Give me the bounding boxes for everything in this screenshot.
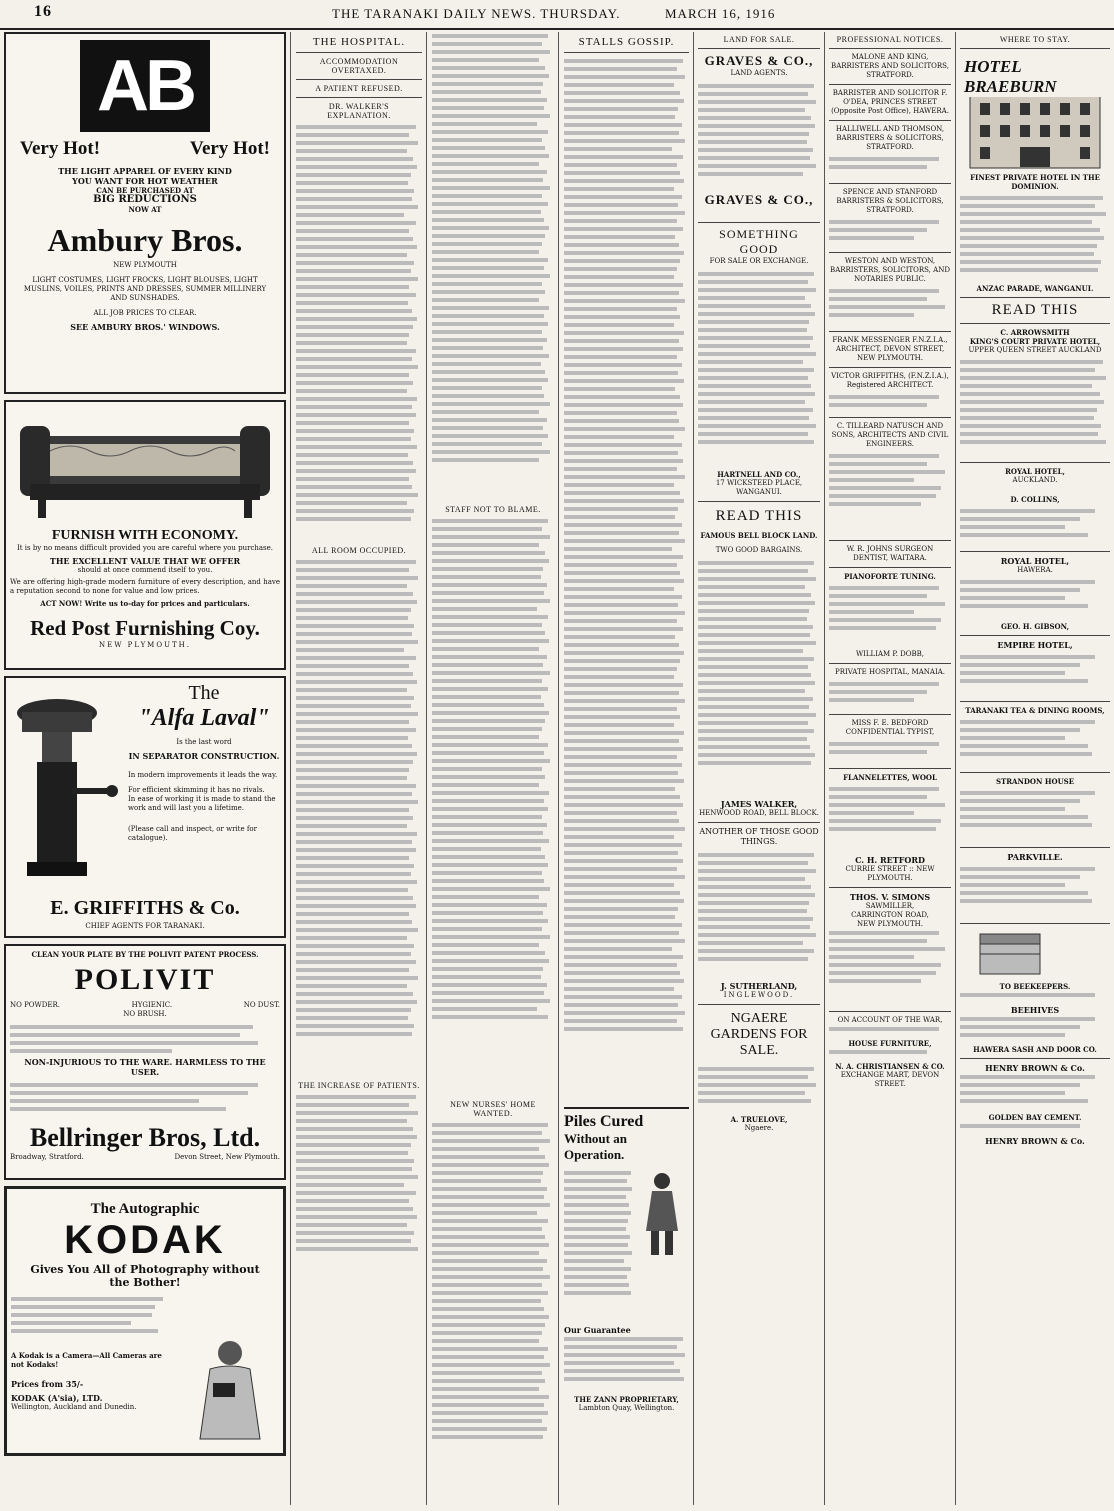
ad-line: It is by no means difficult provided you are careful where you purchase. bbox=[16, 544, 274, 552]
kodak-ad bbox=[4, 1186, 286, 1456]
kodak-place: Wellington, Auckland and Dunedin. bbox=[11, 1403, 137, 1411]
war-line: ON ACCOUNT OF THE WAR, bbox=[837, 1016, 943, 1024]
notice-body bbox=[829, 584, 951, 650]
bell-body bbox=[698, 559, 820, 799]
parkville: PARKVILLE. bbox=[1007, 852, 1063, 862]
bellringer-right: Devon Street, New Plymouth. bbox=[174, 1153, 280, 1161]
read-this: READ THIS bbox=[715, 508, 803, 524]
hartnell-name: HARTNELL AND CO., bbox=[717, 470, 801, 479]
braeburn-anzac: ANZAC PARADE, WANGANUI. bbox=[976, 284, 1094, 293]
another-body bbox=[698, 851, 820, 981]
article-subhead: THE INCREASE OF PATIENTS. bbox=[298, 1081, 420, 1090]
polivit-body2 bbox=[10, 1081, 280, 1119]
ad-line: IN SEPARATOR CONSTRUCTION. bbox=[128, 751, 280, 761]
article-body bbox=[564, 57, 689, 1107]
bellringer-name: Bellringer Bros, Ltd. bbox=[29, 1123, 261, 1152]
simons-l: NEW PLYMOUTH. bbox=[857, 920, 923, 928]
article-subhead: NEW NURSES' HOME WANTED. bbox=[450, 1100, 536, 1118]
polivit-top: CLEAN YOUR PLATE BY THE POLIVIT PATENT PROCESS. bbox=[31, 950, 259, 959]
article-body bbox=[296, 1093, 422, 1293]
notice-body bbox=[829, 1048, 951, 1062]
polivit-body bbox=[10, 1023, 280, 1053]
notice-body bbox=[829, 452, 951, 536]
simons-l: SAWMILLER, bbox=[865, 902, 915, 910]
notice: WILLIAM P. DOBB, bbox=[855, 650, 925, 658]
strandon-body bbox=[960, 789, 1110, 843]
something-good: SOMETHING GOOD bbox=[719, 227, 799, 256]
stalls-gossip-article bbox=[564, 32, 689, 1505]
notice: MISS F. E. BEDFORD CONFIDENTIAL TYPIST, bbox=[845, 719, 935, 736]
kodak-body bbox=[11, 1295, 171, 1345]
polivit-name: POLIVIT bbox=[74, 963, 216, 996]
sofa-illustration bbox=[10, 406, 280, 524]
retford-addr: CURRIE STREET :: NEW PLYMOUTH. bbox=[845, 865, 935, 882]
kodak-name: KODAK bbox=[64, 1218, 226, 1262]
ambury-ad bbox=[4, 32, 286, 394]
column-rule bbox=[426, 32, 427, 1505]
ambury-see: SEE AMBURY BROS.' WINDOWS. bbox=[70, 322, 220, 332]
figure-illustration bbox=[637, 1169, 687, 1259]
polivit-line: NON-INJURIOUS TO THE WARE. HARMLESS TO THE USER. bbox=[24, 1057, 266, 1077]
auckland: AUCKLAND. bbox=[1012, 476, 1058, 484]
furniture: HOUSE FURNITURE, bbox=[848, 1039, 932, 1048]
braeburn-illustration bbox=[960, 53, 1110, 173]
truelove-name: A. TRUELOVE, bbox=[730, 1115, 788, 1124]
parkville-body bbox=[960, 865, 1110, 919]
simons-l: CARRINGTON ROAD, bbox=[851, 911, 929, 919]
where-to-stay-column bbox=[960, 32, 1110, 1505]
listings-body bbox=[698, 270, 820, 470]
royal-hawera: ROYAL HOTEL, bbox=[1000, 556, 1070, 566]
article-body bbox=[296, 558, 422, 1078]
ad-line: THE EXCELLENT VALUE THAT WE OFFER bbox=[49, 556, 241, 566]
upper-queen: UPPER QUEEN STREET AUCKLAND bbox=[968, 346, 1102, 354]
polivit-b: HYGIENIC. bbox=[131, 1001, 173, 1009]
notice: W. R. JOHNS SURGEON DENTIST, WAITARA. bbox=[846, 545, 934, 562]
ad-line: We are offering high-grade modern furniture of every description, and have a reputation second to none for value and low prices. bbox=[10, 578, 280, 595]
notice-body bbox=[829, 740, 951, 764]
kodak-l2: Gives You All of Photography without the Bother! bbox=[30, 1263, 260, 1289]
section-head: WHERE TO STAY. bbox=[999, 35, 1071, 44]
ab-logo: AB bbox=[80, 40, 210, 132]
piles-body bbox=[564, 1169, 634, 1319]
alfa-laval-ad bbox=[4, 676, 286, 938]
royal-auckland: ROYAL HOTEL, bbox=[1005, 467, 1065, 476]
beekeepers: TO BEEKEEPERS. bbox=[999, 982, 1071, 991]
notice: VICTOR GRIFFITHS, (F.N.Z.I.A.), Registered ARCHITECT. bbox=[831, 372, 949, 389]
notice-body bbox=[829, 1025, 951, 1039]
article-subhead: A PATIENT REFUSED. bbox=[315, 84, 403, 93]
braeburn-finest: FINEST PRIVATE HOTEL IN THE DOMINION. bbox=[970, 173, 1100, 191]
read-this: READ THIS bbox=[991, 302, 1079, 318]
alfa-name: "Alfa Laval" bbox=[138, 705, 270, 731]
empire-body bbox=[960, 653, 1110, 697]
article-body bbox=[432, 1121, 554, 1501]
bargains: TWO GOOD BARGAINS. bbox=[715, 546, 803, 554]
notice-body bbox=[829, 929, 951, 1007]
notice-body bbox=[829, 287, 951, 327]
notice: SPENCE AND STANFORD BARRISTERS & SOLICITORS, STRATFORD. bbox=[836, 188, 944, 214]
article-title: THE HOSPITAL. bbox=[312, 36, 406, 48]
braeburn-body bbox=[960, 194, 1110, 284]
ad-line: (Please call and inspect, or write for catalogue). bbox=[128, 825, 257, 842]
article-subhead: DR. WALKER'S EXPLANATION. bbox=[327, 102, 391, 120]
land-for-sale-column bbox=[698, 32, 820, 1505]
hot-left: Very Hot! bbox=[20, 138, 101, 159]
graves-name: GRAVES & CO., bbox=[704, 192, 814, 207]
hawera-sash: HAWERA SASH AND DOOR CO. bbox=[973, 1045, 1097, 1054]
gibson: GEO. H. GIBSON, bbox=[1000, 622, 1070, 631]
piles-firm: THE ZANN PROPRIETARY, bbox=[574, 1395, 679, 1404]
redpost-place: NEW PLYMOUTH. bbox=[99, 641, 191, 649]
piles-guarantee: Our Guarantee bbox=[564, 1325, 631, 1335]
column-rule bbox=[558, 32, 559, 1505]
kodak-firm: KODAK (A'sia), LTD. bbox=[11, 1393, 103, 1403]
notice: HALLIWELL AND THOMSON, BARRISTERS & SOLICITORS, STRATFORD. bbox=[835, 125, 945, 151]
ad-line: BIG REDUCTIONS bbox=[93, 194, 197, 205]
bellringer-left: Broadway, Stratford. bbox=[10, 1153, 84, 1161]
professional-notices-column bbox=[829, 32, 951, 1505]
column-rule bbox=[824, 32, 825, 1505]
hospital-article-continued bbox=[432, 32, 554, 1505]
another-good: ANOTHER OF THOSE GOOD THINGS. bbox=[699, 827, 819, 846]
braeburn-name: HOTEL BRAEBURN bbox=[964, 57, 1110, 97]
exchange: EXCHANGE MART, DEVON STREET. bbox=[840, 1071, 940, 1088]
henry-brown: HENRY BROWN & Co. bbox=[985, 1063, 1085, 1073]
notice: PRIVATE HOSPITAL, MANAIA. bbox=[834, 668, 945, 676]
article-body bbox=[432, 32, 554, 502]
simons-name: THOS. V. SIMONS bbox=[849, 892, 931, 902]
notice: BARRISTER AND SOLICITOR F. O'DEA, PRINCES STREET (Opposite Post Office), HAWERA. bbox=[831, 89, 949, 115]
paper-name: THE TARANAKI DAILY NEWS. THURSDAY. bbox=[332, 6, 621, 21]
separator-illustration bbox=[12, 688, 122, 888]
truelove-place: Ngaere. bbox=[744, 1124, 774, 1132]
article-title: STALLS GOSSIP. bbox=[578, 36, 675, 48]
notice: WESTON AND WESTON, BARRISTERS, SOLICITORS, AND NOTARIES PUBLIC. bbox=[830, 257, 950, 283]
notice: C. TILLEARD NATUSCH AND SONS, ARCHITECTS AND CIVIL ENGINEERS. bbox=[831, 422, 949, 448]
griffiths-agents: CHIEF AGENTS FOR TARANAKI. bbox=[85, 922, 205, 930]
article-subhead: ALL ROOM OCCUPIED. bbox=[311, 546, 407, 555]
article-body bbox=[432, 517, 554, 1097]
article-body bbox=[296, 123, 422, 543]
ngaere-head: NGAERE GARDENS FOR SALE. bbox=[710, 1011, 808, 1058]
notice-body bbox=[829, 680, 951, 710]
ambury-items: LIGHT COSTUMES, LIGHT FROCKS, LIGHT BLOUSES, LIGHT MUSLINS, VOILES, PRINTS AND DRESSES, SUMMER MILLINERY AND SUNSHADES. bbox=[23, 276, 267, 302]
polivit-c: NO DUST. bbox=[243, 1001, 280, 1009]
masthead bbox=[0, 0, 1114, 30]
hartnell-addr: 17 WICKSTEED PLACE, WANGANUI. bbox=[715, 479, 803, 496]
ad-line: THE LIGHT APPAREL OF EVERY KIND bbox=[58, 166, 232, 176]
notice: PIANOFORTE TUNING. bbox=[844, 572, 936, 581]
piles-addr: Lambton Quay, Wellington. bbox=[578, 1404, 675, 1412]
graves-name: GRAVES & CO., bbox=[704, 53, 814, 68]
bee-body2 bbox=[960, 1015, 1110, 1045]
henry-brown-2: HENRY BROWN & Co. bbox=[985, 1136, 1085, 1146]
piles-l1: Piles Cured bbox=[564, 1113, 644, 1130]
bee-body bbox=[960, 991, 1110, 1005]
golden-body bbox=[960, 1122, 1110, 1136]
redpost-ad bbox=[4, 400, 286, 670]
notice: FRANK MESSENGER F.N.Z.I.A., ARCHITECT, DEVON STREET, NEW PLYMOUTH. bbox=[832, 336, 948, 362]
ad-line: should at once commend itself to you. bbox=[77, 566, 213, 574]
tea-rooms: TARANAKI TEA & DINING ROOMS, bbox=[965, 706, 1105, 715]
inglewood: INGLEWOOD. bbox=[723, 991, 795, 999]
ad-line: ACT NOW! Write us to-day for prices and particulars. bbox=[40, 599, 250, 608]
kings-body bbox=[960, 358, 1110, 458]
kodak-l3: A Kodak is a Camera—All Cameras are not Kodaks! bbox=[11, 1351, 162, 1369]
notice-body bbox=[829, 785, 951, 855]
collins: D. COLLINS, bbox=[1010, 495, 1060, 504]
alfa-the: The bbox=[188, 682, 220, 704]
ad-line: YOU WANT FOR HOT WEATHER bbox=[72, 176, 218, 186]
column-rule bbox=[955, 32, 956, 1505]
kodak-l4: Prices from 35/- bbox=[11, 1379, 84, 1389]
ad-line: In ease of working it is made to stand the work and will last you a lifetime. bbox=[128, 795, 276, 812]
hospital-article bbox=[296, 32, 422, 1505]
piles-body2 bbox=[564, 1335, 689, 1395]
walker-name: JAMES WALKER, bbox=[720, 799, 798, 809]
issue-date: MARCH 16, 1916 bbox=[665, 6, 776, 21]
polivit-ad bbox=[4, 944, 286, 1180]
ads-column bbox=[4, 32, 286, 1505]
arrowsmith: C. ARROWSMITH bbox=[1000, 328, 1070, 337]
ad-line: In modern improvements it leads the way. bbox=[128, 771, 278, 779]
piles-ad bbox=[564, 1107, 689, 1473]
article-subhead: STAFF NOT TO BLAME. bbox=[445, 505, 541, 514]
ambury-name: Ambury Bros. bbox=[47, 222, 243, 258]
redpost-name: Red Post Furnishing Coy. bbox=[30, 616, 260, 640]
graves-agents: LAND AGENTS. bbox=[730, 69, 788, 77]
christiansen: N. A. CHRISTIANSEN & CO. bbox=[835, 1062, 945, 1071]
retford-name: C. H. RETFORD bbox=[855, 855, 925, 865]
notice-body bbox=[829, 155, 951, 179]
walker-addr: HENWOOD ROAD, BELL BLOCK. bbox=[699, 809, 819, 817]
beehives: BEEHIVES bbox=[1010, 1005, 1060, 1015]
golden-bay: GOLDEN BAY CEMENT. bbox=[988, 1113, 1082, 1122]
woman-with-camera-illustration bbox=[175, 1335, 275, 1445]
hawera: HAWERA. bbox=[1017, 566, 1053, 574]
empire: EMPIRE HOTEL, bbox=[997, 640, 1073, 650]
royal2-body bbox=[960, 578, 1110, 622]
hot-right: Very Hot! bbox=[189, 138, 270, 159]
ad-line: For efficient skimming it has no rivals. bbox=[128, 786, 265, 794]
notice-body bbox=[829, 218, 951, 248]
kings-court: KING'S COURT PRIVATE HOTEL, bbox=[969, 337, 1101, 346]
article-subhead: ACCOMMODATION OVERTAXED. bbox=[319, 57, 399, 75]
beehive-illustration bbox=[960, 928, 1110, 978]
notice: FLANNELETTES, WOOL bbox=[843, 773, 937, 782]
griffiths-name: E. GRIFFITHS & Co. bbox=[50, 897, 240, 919]
ad-line: CAN BE PURCHASED AT bbox=[96, 186, 194, 195]
henry-body bbox=[960, 1073, 1110, 1113]
kodak-l1: The Autographic bbox=[90, 1201, 200, 1217]
piles-l2: Without an Operation. bbox=[564, 1131, 627, 1162]
ambury-prices: ALL JOB PRICES TO CLEAR. bbox=[93, 309, 197, 317]
section-head: PROFESSIONAL NOTICES. bbox=[836, 35, 944, 44]
bell-block: FAMOUS BELL BLOCK LAND. bbox=[700, 531, 818, 540]
ad-line: Is the last word bbox=[176, 738, 232, 746]
strandon: STRANDON HOUSE bbox=[995, 777, 1075, 786]
notice-body bbox=[829, 393, 951, 413]
section-head: LAND FOR SALE. bbox=[723, 35, 795, 44]
page-number: 16 bbox=[34, 3, 52, 20]
ngaere-body bbox=[698, 1065, 820, 1115]
for-sale: FOR SALE OR EXCHANGE. bbox=[709, 257, 809, 265]
polivit-d: NO BRUSH. bbox=[123, 1010, 167, 1018]
notice: MALONE AND KING, BARRISTERS AND SOLICITORS, STRATFORD. bbox=[831, 53, 949, 79]
ambury-place: NEW PLYMOUTH bbox=[113, 261, 177, 269]
polivit-a: NO POWDER. bbox=[10, 1001, 60, 1009]
column-rule bbox=[693, 32, 694, 1505]
redpost-headline: FURNISH WITH ECONOMY. bbox=[51, 528, 239, 543]
graves-body bbox=[698, 82, 820, 192]
column-rule bbox=[290, 32, 291, 1505]
tea-body bbox=[960, 718, 1110, 768]
ad-line: NOW AT bbox=[128, 205, 162, 214]
royal-body bbox=[960, 507, 1110, 547]
sutherland-name: J. SUTHERLAND, bbox=[720, 981, 798, 991]
